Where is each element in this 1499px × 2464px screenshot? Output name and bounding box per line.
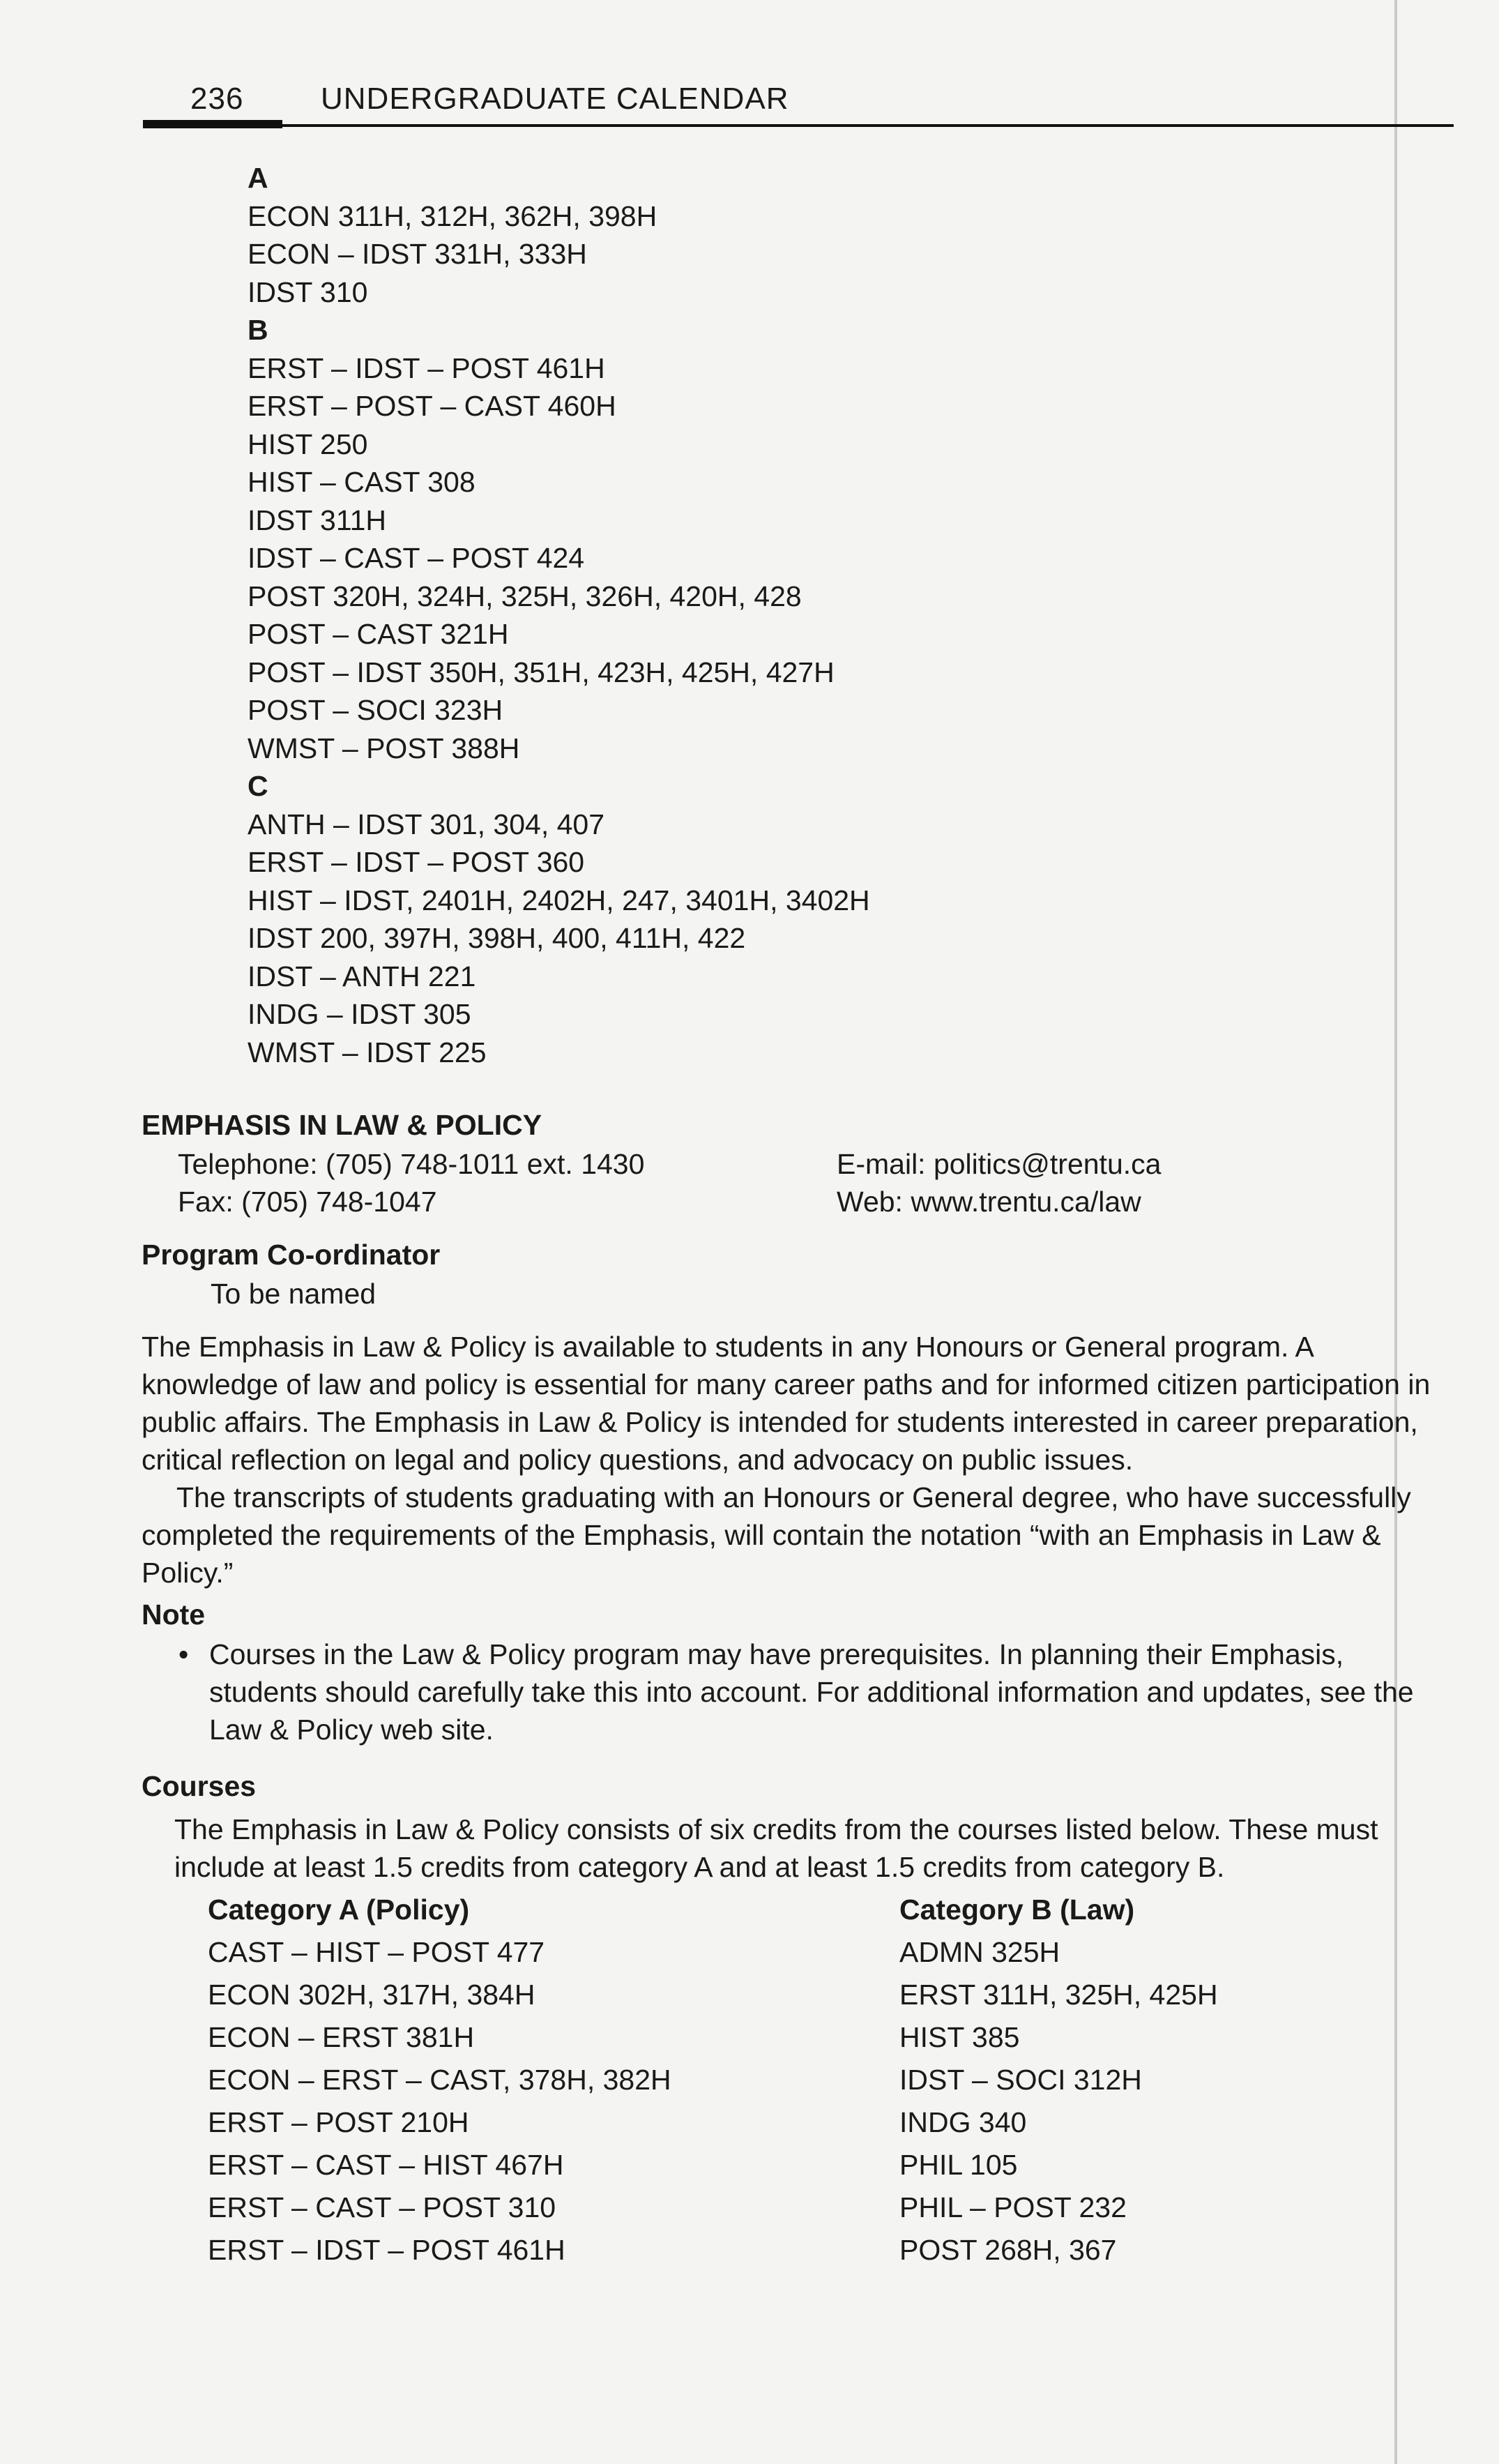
course-entry: ERST – POST – CAST 460H <box>248 390 616 422</box>
course-entry: IDST 311H <box>248 504 387 536</box>
course-entry: ERST 311H, 325H, 425H <box>899 1979 1218 2011</box>
email: E-mail: politics@trentu.ca <box>837 1148 1162 1180</box>
page-edge-line <box>1394 0 1397 2464</box>
course-entry: HIST – CAST 308 <box>248 466 475 498</box>
section-title: EMPHASIS IN LAW & POLICY <box>142 1109 542 1141</box>
category-label: C <box>248 770 268 802</box>
course-entry: ECON – ERST – CAST, 378H, 382H <box>208 2064 671 2096</box>
header-rule-accent <box>143 120 282 128</box>
course-entry: WMST – POST 388H <box>248 732 520 764</box>
category-b-title: Category B (Law) <box>899 1894 1135 1926</box>
course-entry: ERST – CAST – HIST 467H <box>208 2149 564 2181</box>
coordinator-heading: Program Co-ordinator <box>142 1239 441 1271</box>
courses-heading: Courses <box>142 1770 257 1802</box>
note-heading: Note <box>142 1598 206 1631</box>
note-list <box>174 1635 1457 1748</box>
course-entry: IDST 200, 397H, 398H, 400, 411H, 422 <box>248 922 746 954</box>
course-entry: HIST 385 <box>899 2021 1020 2053</box>
course-entry: IDST – CAST – POST 424 <box>248 542 585 574</box>
course-entry: PHIL 105 <box>899 2149 1018 2181</box>
course-entry: PHIL – POST 232 <box>899 2191 1127 2223</box>
course-entry: ADMN 325H <box>899 1936 1060 1968</box>
header-rule <box>143 124 1454 127</box>
course-entry: ERST – IDST – POST 360 <box>248 846 585 878</box>
course-entry: ECON 311H, 312H, 362H, 398H <box>248 199 657 232</box>
page-number: 236 <box>190 82 244 116</box>
course-entry: ECON 302H, 317H, 384H <box>208 1979 535 2011</box>
category-a-column <box>208 1889 671 2272</box>
course-entry: POST – IDST 350H, 351H, 423H, 425H, 427H <box>248 656 835 688</box>
transcript-paragraph: The transcripts of students graduating with an Honours or General degree, who have successfully completed the requirements of the Emphasis, will contain the notation “with an Emphasis in Law & Policy.” <box>142 1481 1411 1589</box>
course-entry: IDST – ANTH 221 <box>248 960 476 992</box>
course-entry: WMST – IDST 225 <box>248 1036 487 1068</box>
course-entry: ERST – CAST – POST 310 <box>208 2191 556 2223</box>
page-header <box>143 73 1454 129</box>
bullet-icon: • <box>178 1638 189 1670</box>
course-entry: IDST – SOCI 312H <box>899 2064 1142 2096</box>
course-category-list <box>248 159 870 1071</box>
category-b-column <box>899 1889 1218 2272</box>
telephone: Telephone: (705) 748-1011 ext. 1430 <box>178 1148 645 1180</box>
course-entry: INDG – IDST 305 <box>248 998 471 1030</box>
course-entry: ECON – ERST 381H <box>208 2021 475 2053</box>
course-entry: ERST – IDST – POST 461H <box>248 352 605 384</box>
course-entry: POST 320H, 324H, 325H, 326H, 420H, 428 <box>248 580 802 612</box>
coordinator-name: To be named <box>211 1278 376 1310</box>
course-entry: ERST – IDST – POST 461H <box>208 2234 565 2266</box>
course-entry: IDST 310 <box>248 275 368 308</box>
course-entry: ECON – IDST 331H, 333H <box>248 238 587 270</box>
course-entry: ANTH – IDST 301, 304, 407 <box>248 808 605 840</box>
note-text: Courses in the Law & Policy program may have prerequisites. In planning their Emphasis, students should carefully take this into account. For additional information and updates, see the Law & Policy web site. <box>209 1638 1414 1746</box>
website: Web: www.trentu.ca/law <box>837 1186 1141 1218</box>
fax: Fax: (705) 748-1047 <box>178 1186 437 1218</box>
course-entry: HIST – IDST, 2401H, 2402H, 247, 3401H, 3402H <box>248 884 870 916</box>
course-entry: POST – SOCI 323H <box>248 694 503 726</box>
category-label: A <box>248 162 268 194</box>
running-title: UNDERGRADUATE CALENDAR <box>321 82 789 116</box>
course-entry: ERST – POST 210H <box>208 2106 469 2138</box>
category-a-title: Category A (Policy) <box>208 1894 470 1926</box>
intro-paragraph: The Emphasis in Law & Policy is available to students in any Honours or General program. A knowledge of law and policy is essential for many career paths and for informed citizen participation in public affairs. The Emphasis in Law & Policy is intended for students interested in career preparation, critical reflection on legal and policy questions, and advocacy on public issues. <box>142 1331 1431 1476</box>
courses-paragraph: The Emphasis in Law & Policy consists of six credits from the courses listed below. These must include at least 1.5 credits from category A and at least 1.5 credits from category B. <box>174 1813 1378 1883</box>
course-entry: POST – CAST 321H <box>248 618 509 650</box>
course-entry: CAST – HIST – POST 477 <box>208 1936 545 1968</box>
category-label: B <box>248 314 268 346</box>
note-item <box>174 1635 1457 1748</box>
course-entry: POST 268H, 367 <box>899 2234 1117 2266</box>
course-entry: INDG 340 <box>899 2106 1027 2138</box>
intro-text <box>142 1328 1452 1592</box>
course-entry: HIST 250 <box>248 428 368 460</box>
